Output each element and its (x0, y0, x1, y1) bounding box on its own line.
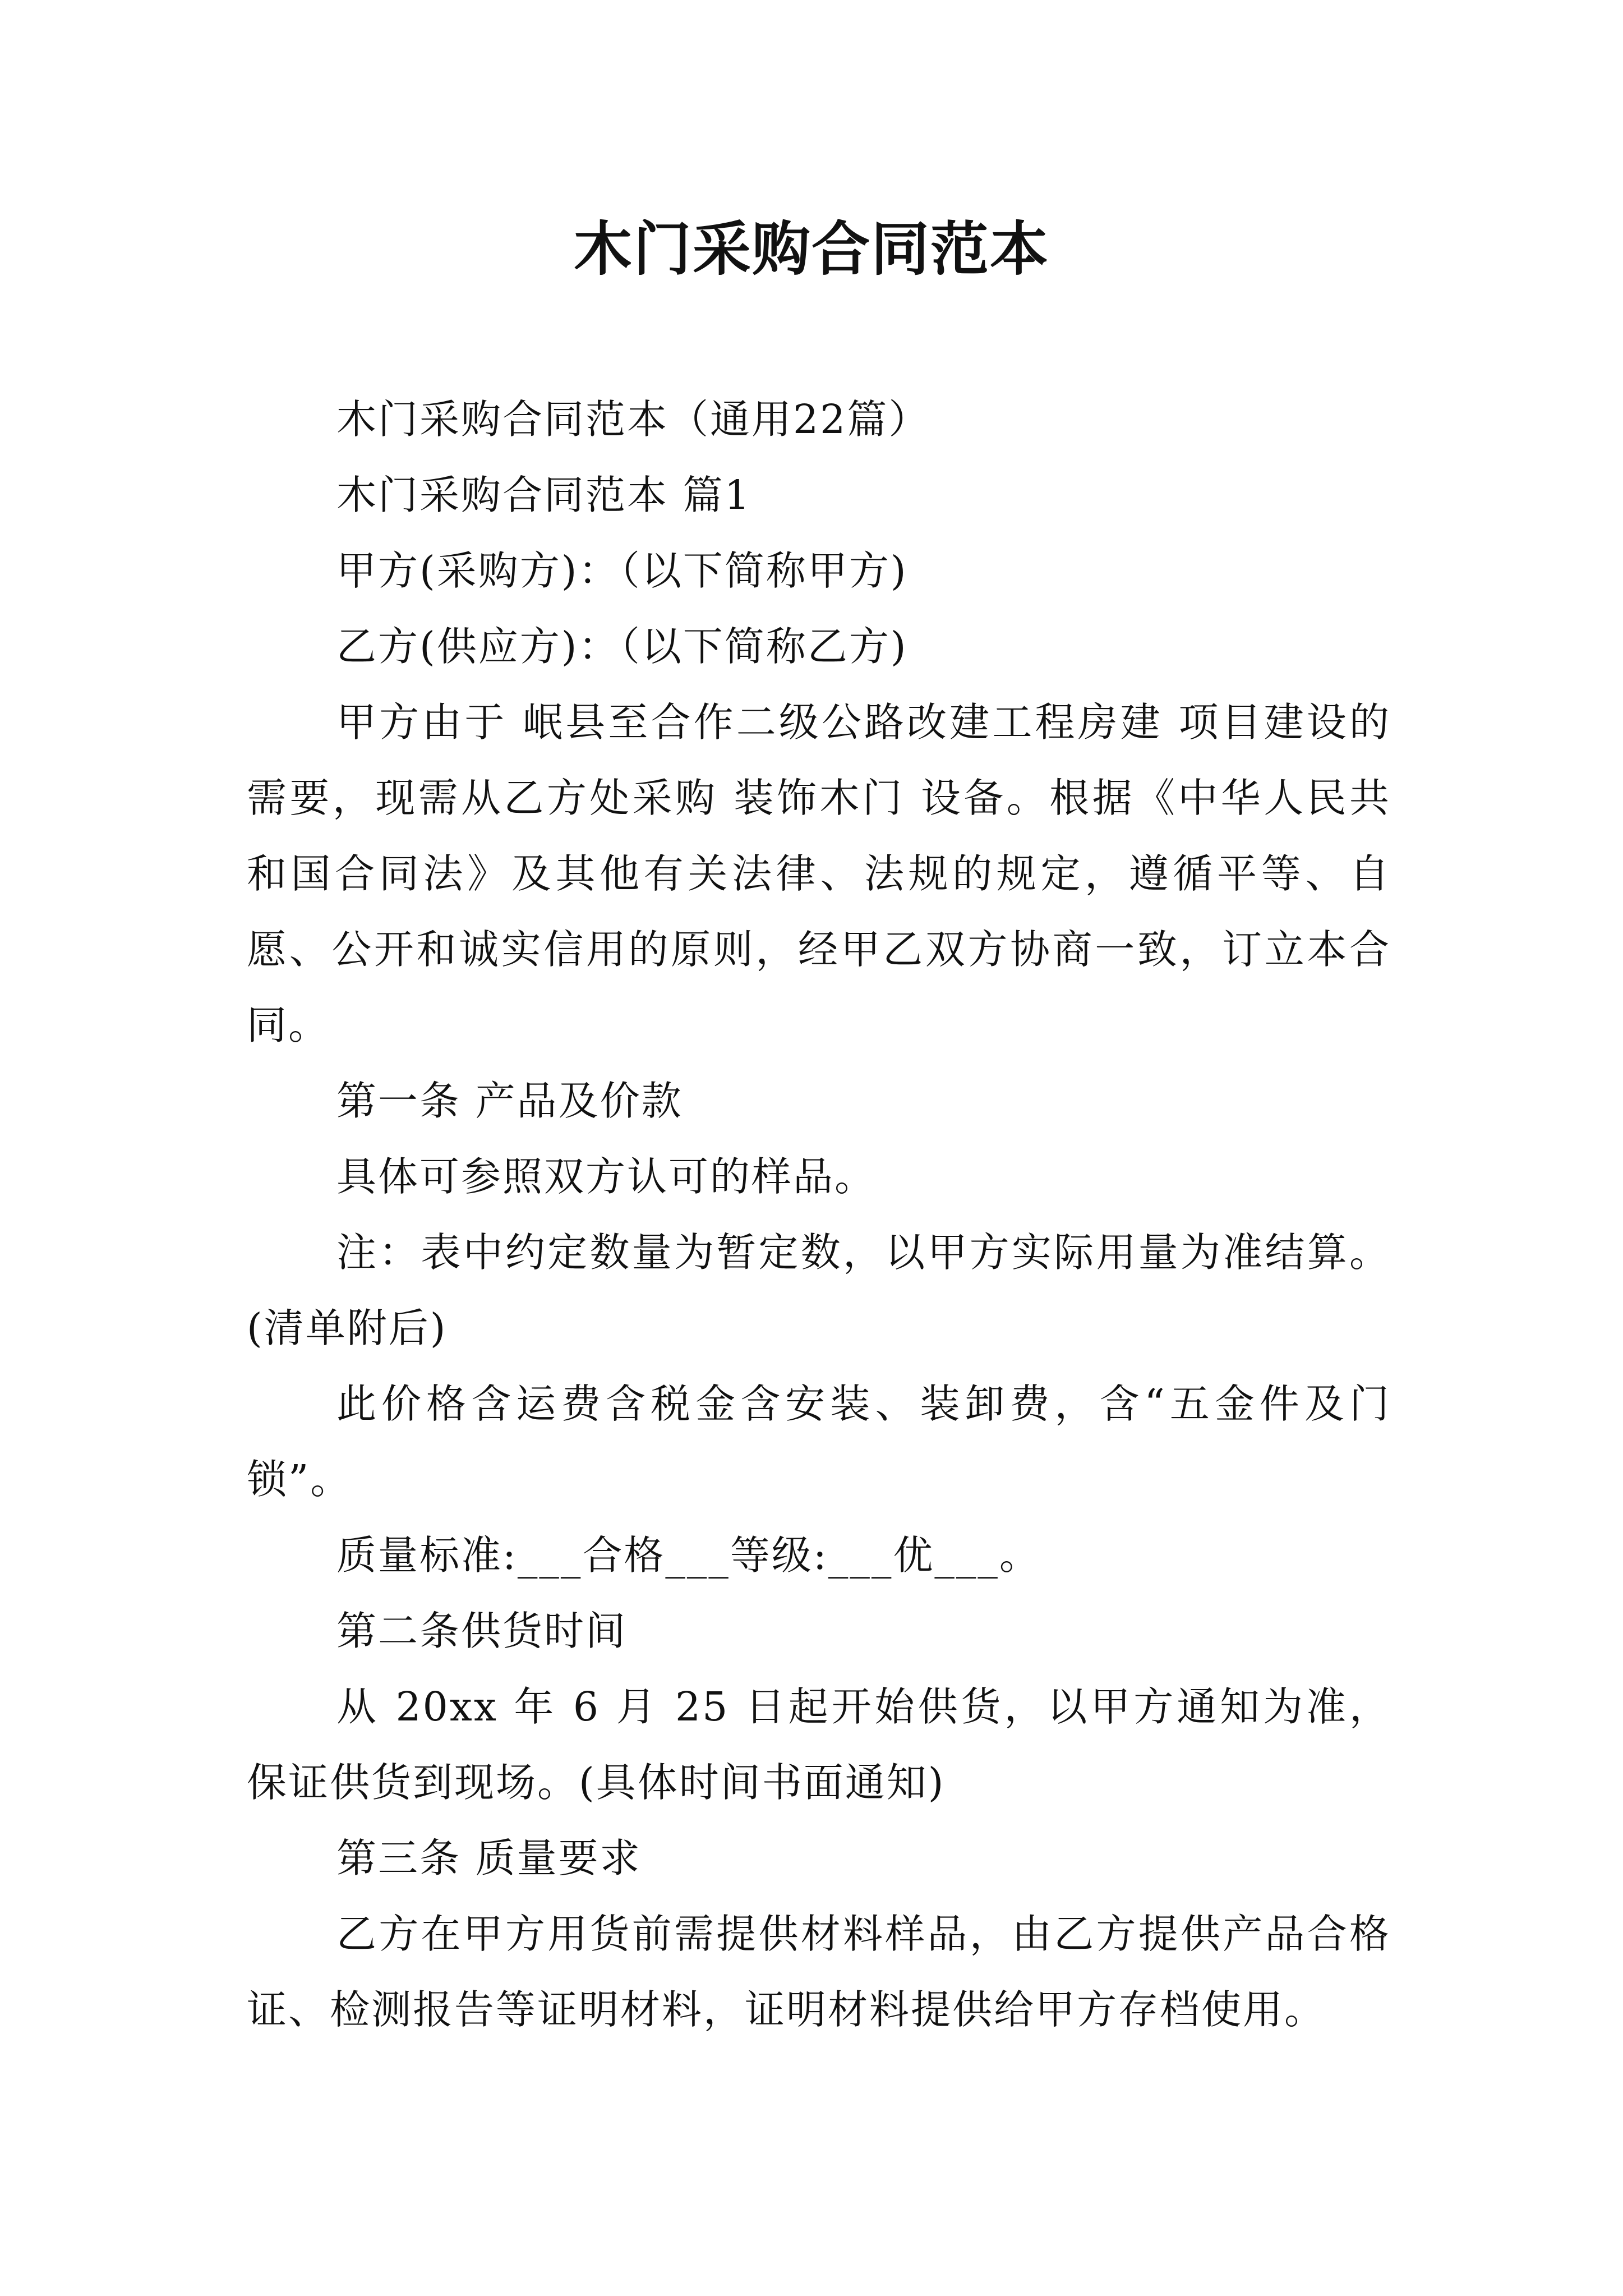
paragraph-quality-requirements: 乙方在甲方用货前需提供材料样品，由乙方提供产品合格证、检测报告等证明材料，证明材料提供给甲方存档使用。 (247, 1911, 1391, 2033)
document-body (247, 381, 1391, 2047)
paragraph-article-1-heading: 第一条 产品及价款 (336, 1078, 683, 1124)
paragraph-sample-reference: 具体可参照双方认可的样品。 (336, 1153, 877, 1200)
paragraph-subtitle: 木门采购合同范本（通用22篇） (336, 396, 930, 443)
paragraph-price-includes: 此价格含运费含税金含安装、装卸费，含“五金件及门锁”。 (247, 1381, 1391, 1503)
paragraph-quality-standard: 质量标准:___合格___等级:___优___。 (336, 1532, 1041, 1579)
paragraph-party-a: 甲方(采购方)：（以下简称甲方) (336, 547, 908, 594)
paragraph-article-3-heading: 第三条 质量要求 (336, 1835, 642, 1881)
paragraph-supply-date: 从 20xx 年 6 月 25 日起开始供货，以甲方通知为准，保证供货到现场。(具体时间书面通知) (247, 1683, 1391, 1806)
paragraph-party-b: 乙方(供应方)：（以下简称乙方) (336, 623, 908, 670)
paragraph-quantity-note: 注：表中约定数量为暂定数，以甲方实际用量为准结算。(清单附后) (247, 1229, 1391, 1351)
paragraph-article-2-heading: 第二条供货时间 (336, 1608, 628, 1654)
paragraph-preamble: 甲方由于 岷县至合作二级公路改建工程房建 项目建设的需要，现需从乙方处采购 装饰木门 设备。根据《中华人民共和国合同法》及其他有关法律、法规的规定，遵循平等、自愿、公开和诚实信用的原则，经甲乙双方协商一致，订立本合同。 (247, 699, 1391, 1048)
paragraph-section-heading: 木门采购合同范本 篇1 (336, 472, 751, 518)
document-title: 木门采购合同范本 (573, 214, 1049, 283)
